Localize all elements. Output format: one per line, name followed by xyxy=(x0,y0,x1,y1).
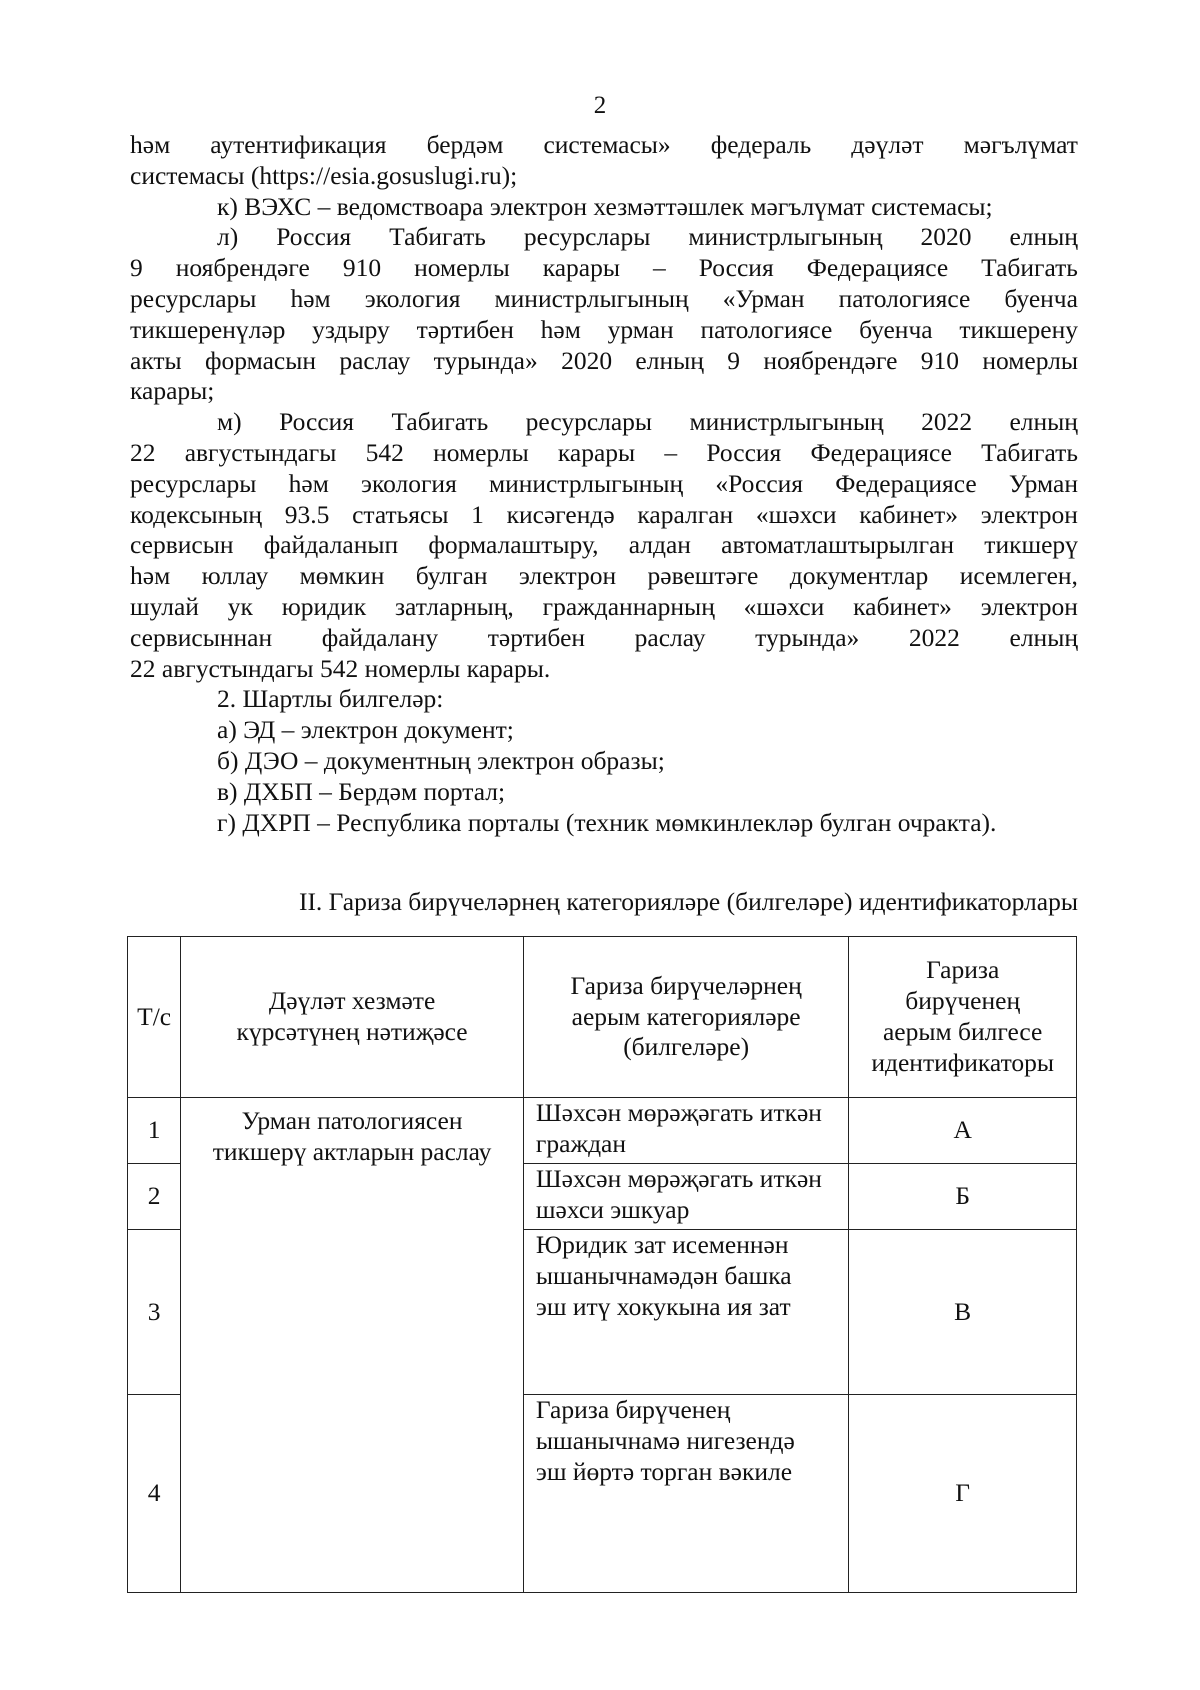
word: ресурслары xyxy=(130,468,257,498)
word: Россия xyxy=(276,222,352,252)
word: Табигать xyxy=(391,407,489,437)
word: турында» xyxy=(433,345,538,375)
word: Табигать xyxy=(981,253,1078,283)
word: ноябрендәге xyxy=(763,345,898,375)
word: – xyxy=(664,437,678,467)
word: кабинет» xyxy=(859,499,959,529)
word: экология xyxy=(364,283,461,313)
section-heading: II. Гариза бирүчеләрнең категорияләре (билгеләре) идентификаторлары xyxy=(298,887,1078,916)
word: тикшерү xyxy=(984,530,1078,560)
word: «Россия xyxy=(715,468,804,498)
word: юридик xyxy=(281,591,367,621)
text-line: карары; xyxy=(130,376,215,406)
word: 1 xyxy=(471,499,484,529)
justified-line xyxy=(130,530,1078,561)
word: Урман xyxy=(1008,468,1078,498)
word: сервисын xyxy=(130,530,234,560)
word: мөмкин xyxy=(299,561,385,591)
word: – xyxy=(652,253,666,283)
identifier-cell: Б xyxy=(849,1164,1077,1230)
word: Федерациясе xyxy=(835,468,977,498)
service-result: Урман патологиясен тикшерү актларын раслау xyxy=(212,1106,492,1166)
word: раслау xyxy=(339,345,411,375)
word: елның xyxy=(1009,222,1078,252)
justified-line xyxy=(130,623,1078,654)
word: патологиясе xyxy=(700,314,833,344)
word: федераль xyxy=(710,130,812,159)
paragraph-l xyxy=(130,222,1078,407)
body-text xyxy=(130,130,1078,838)
word: һәм xyxy=(288,468,329,498)
word: Россия xyxy=(279,407,355,437)
word: елның xyxy=(1009,407,1078,437)
word: «шәхси xyxy=(755,499,837,529)
word: турында» xyxy=(755,622,860,652)
category-cell: Шәхсән мөрәҗәгать иткән шәхси эшкуар xyxy=(523,1164,848,1230)
word: бердәм xyxy=(426,130,504,159)
word: формасын xyxy=(205,345,317,375)
word: кисәгендә xyxy=(506,499,615,529)
word: дәүләт xyxy=(851,130,924,159)
table-row xyxy=(128,1098,1077,1164)
list-heading: 2. Шартлы билгеләр: xyxy=(217,684,444,714)
justified-line xyxy=(130,253,1078,284)
justified-line xyxy=(130,222,1078,253)
word: 2020 xyxy=(920,222,972,252)
identifier-cell: Г xyxy=(849,1395,1077,1593)
word: Россия xyxy=(698,253,774,283)
category-cell: Юридик зат исеменнән ышанычнамәдән башка эш итү хокукына ия зат xyxy=(523,1230,848,1395)
word: «Урман xyxy=(722,283,805,313)
word: тәртибен xyxy=(487,622,586,652)
word: номерлы xyxy=(414,253,510,283)
word: л) xyxy=(217,222,239,252)
list-item-b: б) ДЭО – документның электрон образы; xyxy=(217,745,665,775)
word: 2022 xyxy=(908,622,960,652)
identifier-cell: В xyxy=(849,1230,1077,1395)
identifier-cell: А xyxy=(849,1098,1077,1164)
row-number: 1 xyxy=(128,1098,181,1164)
row-number: 3 xyxy=(128,1230,181,1395)
word: электрон xyxy=(980,591,1078,621)
word: уздыру xyxy=(312,314,390,344)
text-line: системасы (https://esia.gosuslugi.ru); xyxy=(130,160,518,190)
word: номерлы xyxy=(982,345,1078,375)
word: ресурслары xyxy=(130,283,257,313)
word: электрон xyxy=(518,561,617,591)
justified-line xyxy=(130,561,1078,592)
word: 910 xyxy=(342,253,382,283)
word: аутентификация xyxy=(210,130,387,159)
justified-line xyxy=(130,346,1078,377)
word: ук xyxy=(227,591,253,621)
word: кодексының xyxy=(130,499,263,529)
word: ноябрендәге xyxy=(175,253,310,283)
word: каралган xyxy=(637,499,734,529)
justified-line xyxy=(130,407,1078,438)
header-category: Гариза бирүчеләрнең аерым категорияләре (билгеләре) xyxy=(523,937,848,1098)
service-result-cell xyxy=(181,1098,524,1593)
category-cell: Шәхсән мөрәҗәгать иткән граждан xyxy=(523,1098,848,1164)
page-number: 2 xyxy=(593,92,607,119)
list-item-g: г) ДХРП – Республика порталы (техник мөмкинлекләр булган очракта). xyxy=(217,807,997,837)
word: Федерациясе xyxy=(806,253,949,283)
row-number: 4 xyxy=(128,1395,181,1593)
header-result: Дәүләт хезмәте күрсәтүнең нәтиҗәсе xyxy=(181,937,524,1098)
word: карары xyxy=(542,253,620,283)
word: 2020 xyxy=(561,345,613,375)
word: файдалану xyxy=(321,622,439,652)
table-header-row xyxy=(128,937,1077,1098)
word: исемлеген, xyxy=(959,561,1078,591)
word: мәгълүмат xyxy=(963,130,1078,159)
word: 93.5 xyxy=(284,499,330,529)
word: юллау xyxy=(201,561,269,591)
word: системасы» xyxy=(543,130,671,159)
word: елның xyxy=(1009,622,1078,652)
word: елның xyxy=(635,345,704,375)
word: шулай xyxy=(130,591,199,621)
word: тикшерену xyxy=(959,314,1078,344)
justified-line xyxy=(130,315,1078,346)
header-identifier: Гариза бирүченең аерым билгесе идентификаторы xyxy=(849,937,1077,1098)
word: Табигать xyxy=(389,222,486,252)
word: карары xyxy=(557,437,636,467)
word: һәм xyxy=(290,283,331,313)
justified-line xyxy=(130,469,1078,500)
identifiers-table xyxy=(127,936,1077,1593)
word: «шәхси xyxy=(743,591,825,621)
word: һәм xyxy=(540,314,581,344)
word: Табигать xyxy=(981,437,1078,467)
text-line: к) ВЭХС – ведомствоара электрон хезмәттәшлек мәгълүмат системасы; xyxy=(217,191,993,221)
list-item-a: а) ЭД – электрон документ; xyxy=(217,715,514,745)
word: 910 xyxy=(920,345,959,375)
word: тикшеренүләр xyxy=(130,314,286,344)
justified-line xyxy=(130,130,1078,161)
list-item-v: в) ДХБП – Бердәм портал; xyxy=(217,776,506,806)
word: автоматлаштырылган xyxy=(721,530,955,560)
word: урман xyxy=(607,314,674,344)
word: министрлыгының xyxy=(494,283,689,313)
category-cell: Гариза бирүченең ышанычнамә нигезендә эш йөртә торган вәкиле xyxy=(523,1395,848,1593)
word: тәртибен xyxy=(416,314,514,344)
paragraph-esia xyxy=(130,130,1078,192)
word: экология xyxy=(361,468,457,498)
word: рәвештәге xyxy=(647,561,759,591)
word: затларның, xyxy=(394,591,514,621)
word: номерлы xyxy=(433,437,529,467)
word: статьясы xyxy=(352,499,449,529)
justified-line xyxy=(130,500,1078,531)
word: Федерациясе xyxy=(810,437,952,467)
word: буенча xyxy=(859,314,933,344)
justified-line xyxy=(130,592,1078,623)
justified-line xyxy=(130,284,1078,315)
paragraph-k xyxy=(130,192,1078,223)
word: 22 xyxy=(130,437,156,467)
word: м) xyxy=(217,407,242,437)
word: министрлыгының xyxy=(688,222,883,252)
word: 9 xyxy=(727,345,740,375)
header-number: Т/с xyxy=(128,937,181,1098)
word: 9 xyxy=(130,253,143,283)
word: акты xyxy=(130,345,182,375)
word: Россия xyxy=(706,437,782,467)
word: булган xyxy=(415,561,488,591)
word: 2022 xyxy=(921,407,973,437)
word: министрлыгының xyxy=(488,468,684,498)
word: министрлыгының xyxy=(689,407,884,437)
word: документлар xyxy=(789,561,929,591)
word: файдаланып xyxy=(263,530,399,560)
word: һәм xyxy=(130,561,171,591)
word: һәм xyxy=(130,130,171,159)
row-number: 2 xyxy=(128,1164,181,1230)
word: кабинет» xyxy=(853,591,952,621)
word: гражданнарның xyxy=(542,591,715,621)
word: августындагы xyxy=(184,437,337,467)
word: раслау xyxy=(634,622,706,652)
word: ресурслары xyxy=(523,222,651,252)
word: буенча xyxy=(1004,283,1078,313)
text-line: 22 августындагы 542 номерлы карары. xyxy=(130,653,551,683)
word: формалаштыру, xyxy=(428,530,599,560)
word: сервисыннан xyxy=(130,622,273,652)
justified-line xyxy=(130,438,1078,469)
word: ресурслары xyxy=(525,407,653,437)
word: патологиясе xyxy=(838,283,971,313)
paragraph-m xyxy=(130,407,1078,684)
word: 542 xyxy=(365,437,404,467)
word: электрон xyxy=(980,499,1078,529)
word: алдан xyxy=(628,530,691,560)
